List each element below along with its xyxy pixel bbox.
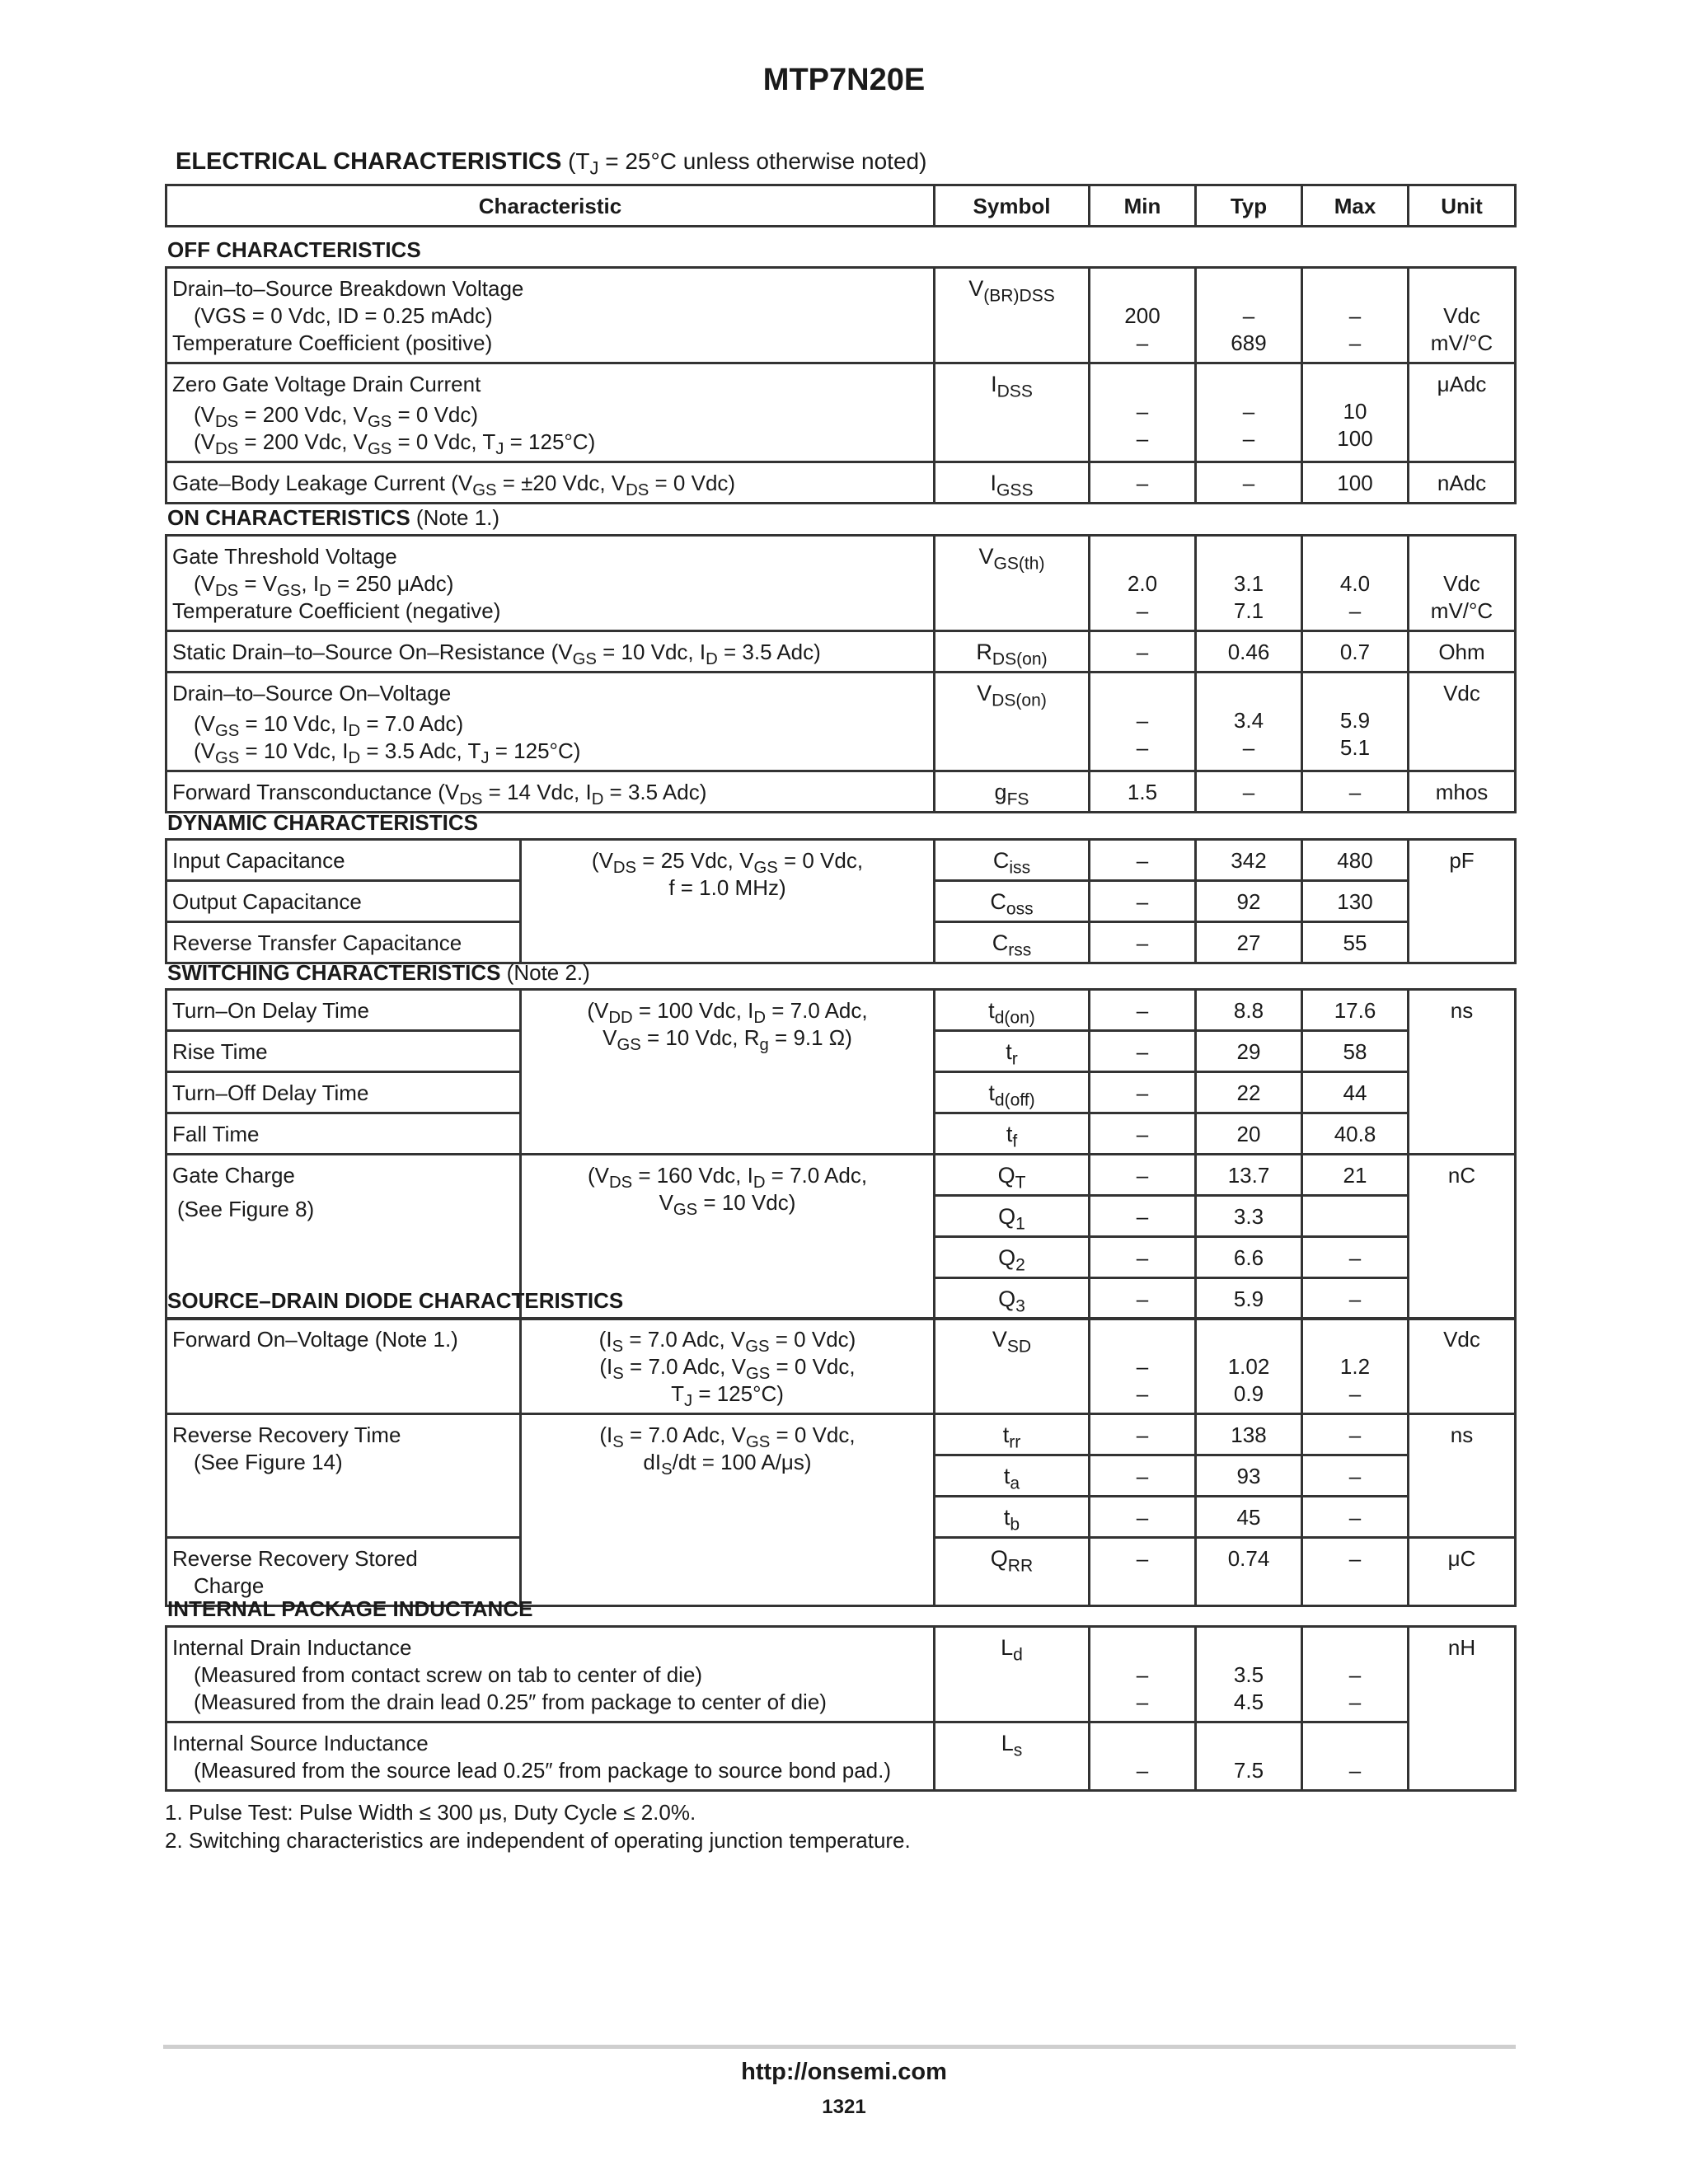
table-row: Gate Threshold Voltage ($V_{DS} = V_{GS}$, $I_D = 250$ μAdc) Temperature Coefficient (negative) $V_{GS(th)}$ 2.0 – 3.1 7.1 4.0 – Vdc mV/°C: [166, 536, 1516, 631]
table-row: Reverse Recovery Time (See Figure 14) ($I_S = 7.0$ Adc, $V_{GS} = 0$ Vdc, $dI_S/dt = 100$ A/μs) $t_{rr}$ – 138 – ns: [166, 1414, 1516, 1455]
switching-table: [165, 988, 1517, 1320]
section-on: ON CHARACTERISTICS (Note 1.): [167, 505, 500, 530]
col-typ: Typ: [1196, 185, 1302, 227]
footer-divider: [163, 2045, 1516, 2049]
table-row: $Q_1$ – 3.3: [166, 1196, 1516, 1237]
table-row: Reverse Recovery Stored Charge $Q_{RR}$ – 0.74 – μC: [166, 1538, 1516, 1606]
table-row: Rise Time $t_r$ – 29 58: [166, 1031, 1516, 1072]
header-table: [165, 184, 1517, 227]
col-characteristic: Characteristic: [166, 185, 935, 227]
table-row: $t_b$ – 45 –: [166, 1497, 1516, 1538]
table-row: Forward On–Voltage (Note 1.) ($I_S = 7.0$ Adc, $V_{GS} = 0$ Vdc) ($I_S = 7.0$ Adc, $V_{GS} = 0$ Vdc, $T_J = 125^\circ C$) $V_{SD}$ – – 1.02 0.9 1.2 – Vdc: [166, 1319, 1516, 1414]
inductance-table: [165, 1625, 1517, 1792]
symbol-cell: $V_{(BR)DSS}$: [935, 268, 1090, 363]
table-row: Internal Source Inductance (Measured from the source lead 0.25″ from package to source bond pad.) $L_s$ – 7.5 –: [166, 1722, 1516, 1791]
table-row: Drain–to–Source Breakdown Voltage (VGS = 0 Vdc, ID = 0.25 mAdc) Temperature Coefficient (positive) $V_{(BR)DSS}$ 200 – – 689 – – Vdc mV/°C: [166, 268, 1516, 363]
table-row: Turn–On Delay Time ($V_{DD} = 100$ Vdc, $I_D = 7.0$ Adc, $V_{GS} = 10$ Vdc, $R_g = 9.1$ Ω) $t_{d(on)}$ – 8.8 17.6 ns: [166, 990, 1516, 1031]
table-row: Internal Drain Inductance (Measured from contact screw on tab to center of die) (Measured from the drain lead 0.25″ from package to center of die) $L_d$ – – 3.5 4.5 – – nH: [166, 1627, 1516, 1722]
table-row: Input Capacitance ($V_{DS} = 25$ Vdc, $V_{GS} = 0$ Vdc, f = 1.0 MHz) $C_{iss}$ – 342 480 pF: [166, 840, 1516, 881]
heading-main: ELECTRICAL CHARACTERISTICS: [176, 148, 562, 175]
section-dynamic: DYNAMIC CHARACTERISTICS: [167, 810, 478, 835]
table-row: $Q_2$ – 6.6 –: [166, 1237, 1516, 1278]
characteristic-cell: Drain–to–Source Breakdown Voltage (VGS = 0 Vdc, ID = 0.25 mAdc) Temperature Coefficient (positive): [166, 268, 935, 363]
table-row: Fall Time $t_f$ – 20 40.8: [166, 1113, 1516, 1155]
table-row: $t_a$ – 93 –: [166, 1455, 1516, 1497]
section-inductance: INTERNAL PACKAGE INDUCTANCE: [167, 1596, 533, 1621]
diode-table: [165, 1317, 1517, 1607]
table-row: Static Drain–to–Source On–Resistance ($V_{GS} = 10$ Vdc, $I_D = 3.5$ Adc) $R_{DS(on)}$ – 0.46 0.7 Ohm: [166, 631, 1516, 673]
dynamic-table: [165, 838, 1517, 964]
footnotes: [165, 1798, 911, 1854]
table-row: Reverse Transfer Capacitance $C_{rss}$ – 27 55: [166, 922, 1516, 963]
table-row: Forward Transconductance ($V_{DS} = 14$ Vdc, $I_D = 3.5$ Adc) $g_{FS}$ 1.5 – – mhos: [166, 771, 1516, 813]
col-min: Min: [1090, 185, 1196, 227]
off-table: [165, 266, 1517, 504]
footer-link[interactable]: http://onsemi.com: [741, 2059, 947, 2085]
col-max: Max: [1302, 185, 1409, 227]
table-row: Zero Gate Voltage Drain Current ($V_{DS} = 200$ Vdc, $V_{GS} = 0$ Vdc) ($V_{DS} = 200$ Vdc, $V_{GS} = 0$ Vdc, $T_J = 125^\circ C$) $I_{DSS}$ – – – – 10 100 μAdc: [166, 363, 1516, 462]
footnote: 1. Pulse Test: Pulse Width ≤ 300 μs, Duty Cycle ≤ 2.0%.: [165, 1800, 696, 1825]
section-switching: SWITCHING CHARACTERISTICS (Note 2.): [167, 960, 590, 985]
table-row: Gate–Body Leakage Current ($V_{GS} = \pm 20$ Vdc, $V_{DS} = 0$ Vdc) $I_{GSS}$ – – 100 nAdc: [166, 462, 1516, 504]
section-off: OFF CHARACTERISTICS: [167, 237, 421, 262]
on-table: [165, 534, 1517, 813]
col-symbol: Symbol: [935, 185, 1090, 227]
footnote: 2. Switching characteristics are independent of operating junction temperature.: [165, 1828, 911, 1853]
section-diode: SOURCE–DRAIN DIODE CHARACTERISTICS: [167, 1288, 624, 1313]
table-row: Gate Charge (See Figure 8) ($V_{DS} = 160$ Vdc, $I_D = 7.0$ Adc, $V_{GS} = 10$ Vdc) $Q_T$ – 13.7 21 nC: [166, 1155, 1516, 1196]
table-row: Drain–to–Source On–Voltage ($V_{GS} = 10$ Vdc, $I_D = 7.0$ Adc) ($V_{GS} = 10$ Vdc, $I_D = 3.5$ Adc, $T_J = 125^\circ C$) $V_{DS(on)}$ – – 3.4 – 5.9 5.1 Vdc: [166, 673, 1516, 771]
table-row: $Q_3$ – 5.9 –: [166, 1278, 1516, 1319]
section-heading: [176, 148, 927, 179]
table-row: Output Capacitance $C_{oss}$ – 92 130: [166, 881, 1516, 922]
page-title: MTP7N20E: [762, 63, 926, 97]
heading-condition: ($T_J = 25^\circ C$ unless otherwise noted): [568, 148, 927, 179]
page-number: 1321: [822, 2096, 866, 2118]
table-row: Turn–Off Delay Time $t_{d(off)}$ – 22 44: [166, 1072, 1516, 1113]
col-unit: Unit: [1409, 185, 1516, 227]
